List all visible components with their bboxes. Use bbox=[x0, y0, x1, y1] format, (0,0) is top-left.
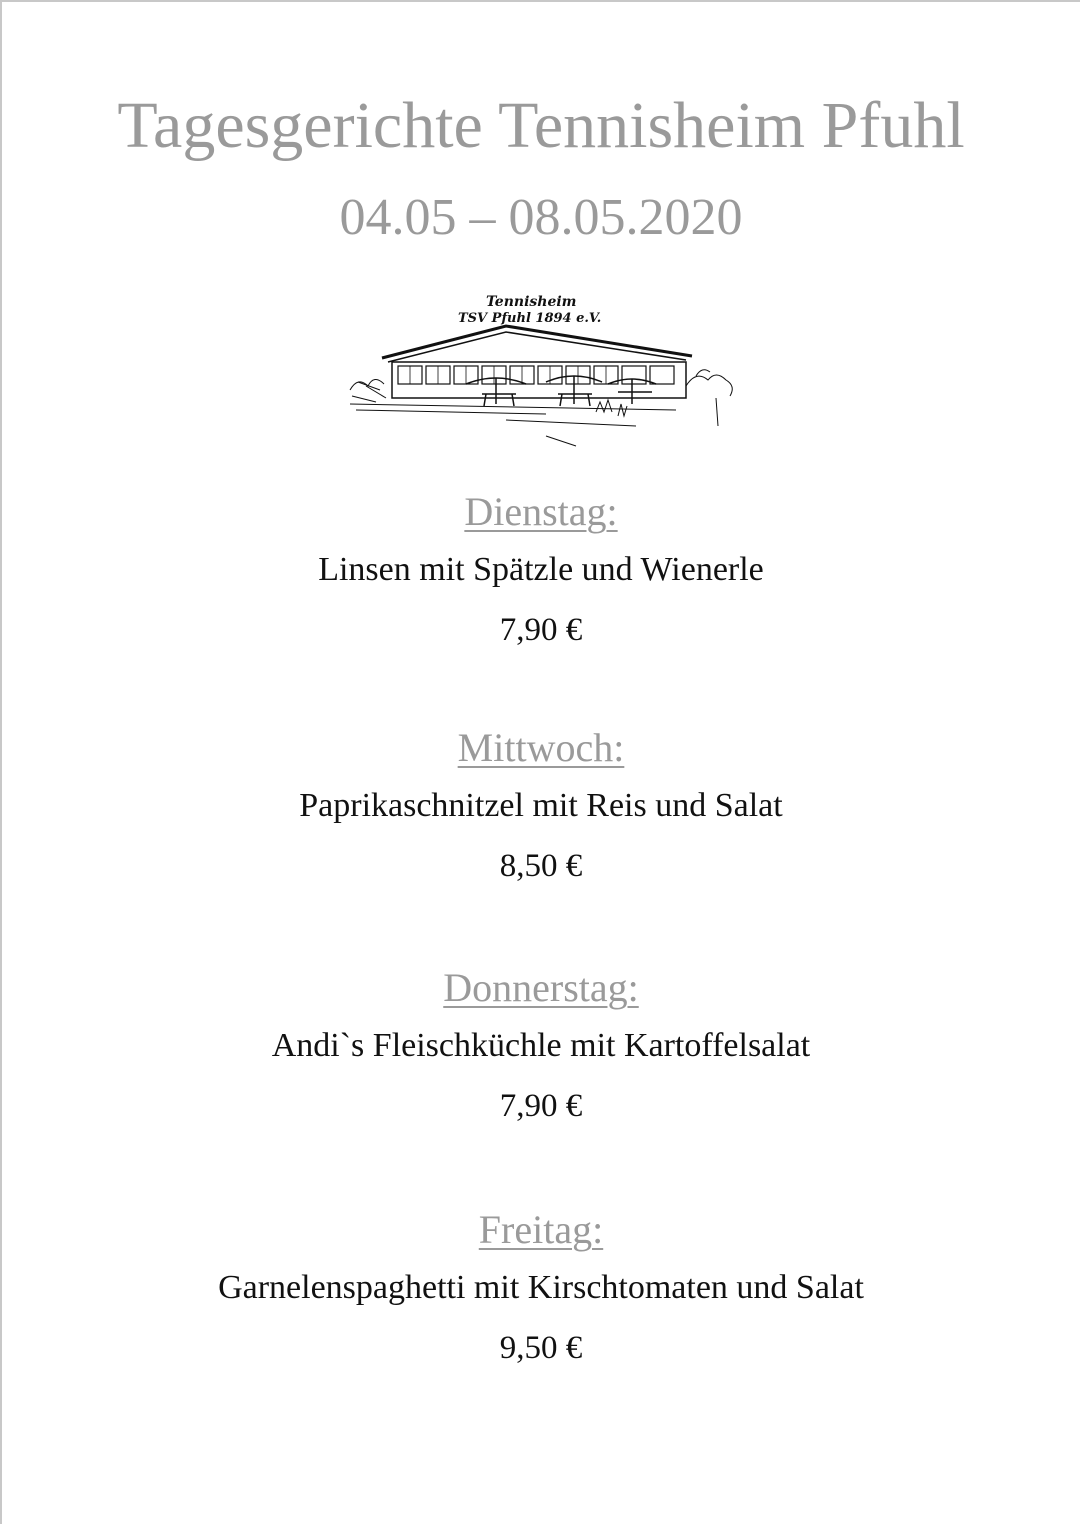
dish-price: 7,90 € bbox=[499, 1088, 583, 1124]
date-range: 04.05 – 08.05.2020 bbox=[339, 189, 743, 246]
page-title: Tagesgerichte Tennisheim Pfuhl bbox=[117, 89, 965, 162]
menu-day-block bbox=[2, 724, 1080, 886]
dish-name: Paprikaschnitzel mit Reis und Salat bbox=[299, 787, 783, 824]
menu-day-block bbox=[2, 964, 1080, 1126]
day-heading: Mittwoch: bbox=[457, 725, 625, 770]
tennisheim-logo bbox=[346, 286, 750, 452]
day-heading: Freitag: bbox=[478, 1207, 604, 1252]
logo-text-line2: TSV Pfuhl 1894 e.V. bbox=[458, 311, 602, 326]
dish-price: 9,50 € bbox=[499, 1330, 583, 1366]
logo-text-line1: Tennisheim bbox=[486, 294, 577, 310]
menu-day-block bbox=[2, 488, 1080, 650]
day-heading: Donnerstag: bbox=[443, 965, 639, 1010]
day-heading: Dienstag: bbox=[464, 489, 618, 534]
dish-name: Garnelenspaghetti mit Kirschtomaten und Salat bbox=[218, 1269, 864, 1306]
dish-name: Linsen mit Spätzle und Wienerle bbox=[318, 551, 764, 588]
dish-name: Andi`s Fleischküchle mit Kartoffelsalat bbox=[271, 1027, 811, 1064]
menu-day-block bbox=[2, 1206, 1080, 1368]
dish-price: 8,50 € bbox=[499, 848, 583, 884]
dish-price: 7,90 € bbox=[499, 612, 583, 648]
